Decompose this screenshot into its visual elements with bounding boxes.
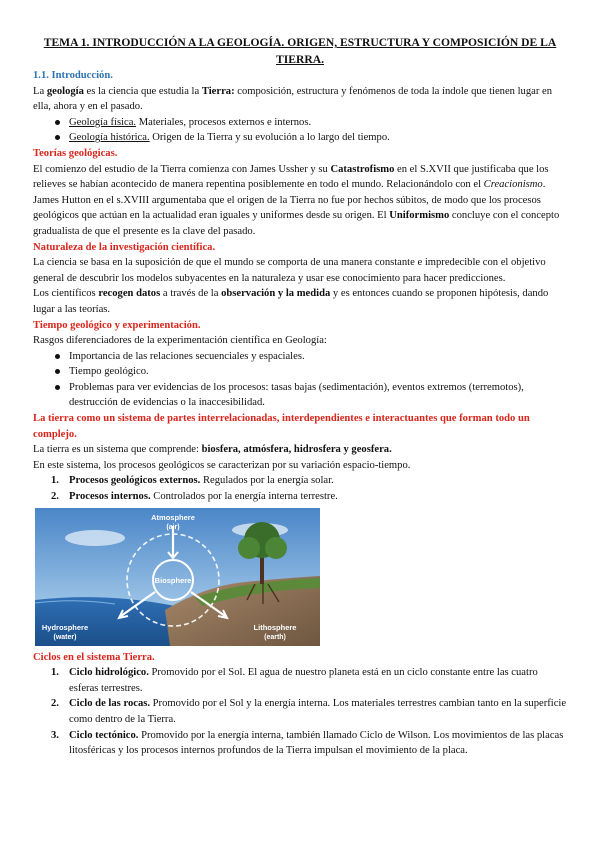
tiempo-heading: Tiempo geológico y experimentación. <box>33 319 201 331</box>
ciclos-numbered-list <box>33 665 568 759</box>
teorias-paragraph <box>33 162 568 240</box>
italic-term: Creacionismo <box>483 179 543 191</box>
underlined-term: Geología histórica. <box>69 132 150 144</box>
list-item: Problemas para ver evidencias de los procesos: tasas bajas (sedimentación), eventos extremos (terremotos), destrucción de evidencias o la inaccesibilidad. <box>33 380 568 411</box>
ciclos-heading: Ciclos en el sistema Tierra. <box>33 651 155 663</box>
text-run: La tierra es un sistema que comprende: <box>33 444 202 456</box>
text-run: y es entonces cuando se proponen hipótesis, dando lugar a las teorías. <box>33 288 549 315</box>
bold-term: biosfera, atmósfera, hidrosfera y geosfera. <box>201 444 392 456</box>
earth-spheres-figure <box>35 508 320 646</box>
list-item <box>33 696 568 727</box>
earth-spheres-illustration <box>35 508 320 646</box>
text-run: Regulados por la energía solar. <box>200 475 334 487</box>
item-number: 2. <box>51 491 59 503</box>
text-run: en el S.XVII que justificaba que los relieves se habían acontecido de manera repentina posiblemente en todo el mundo. Relacionándolo con el <box>33 163 549 191</box>
text-run: Origen de la Tierra y su evolución a lo largo del tiempo. <box>149 132 390 144</box>
text-run: Los científicos <box>33 288 99 300</box>
list-item: Tiempo geológico. <box>33 364 568 380</box>
text-run: Promovido por el Sol. El agua de nuestro planeta está en un ciclo constante entre las cuatro esferas terrestres. <box>69 667 538 694</box>
list-item <box>33 489 568 505</box>
bold-term: Uniformismo <box>389 210 450 222</box>
naturaleza-heading: Naturaleza de la investigación científica. <box>33 241 216 253</box>
bold-term: observación y la medida <box>221 288 331 300</box>
item-number: 1. <box>51 475 59 487</box>
list-item <box>33 665 568 696</box>
text-run: El comienzo del estudio de la Tierra comienza con James Ussher y su <box>33 163 331 175</box>
hydrosphere-sub-label: (water) <box>53 633 77 641</box>
item-number: 1. <box>51 667 59 679</box>
intro-paragraph <box>33 84 568 115</box>
sistema-heading: La tierra como un sistema de partes interrelacionadas, interdependientes e interactuantes que forman todo un complejo. <box>33 413 530 440</box>
text-run: Promovido por la energía interna, también llamado Ciclo de Wilson. Los movimientos de las placas litosféricas y los procesos internos profundos de la Tierra impulsan el movimiento de la placa. <box>69 729 564 757</box>
text-run: La <box>33 85 47 97</box>
list-item <box>33 728 568 759</box>
item-number: 3. <box>51 729 59 741</box>
text-run: . James Hutton en el s.XVIII argumentaba que el origen de la Tierra no fue por hechos súbitos, de modo que los procesos geológicos que actúan en la actualidad eran iguales y uniformes desde su origen. El <box>33 179 546 222</box>
lithosphere-sub-label: (earth) <box>264 633 286 641</box>
intro-bullet-list <box>33 115 568 146</box>
tree-crown <box>238 537 260 559</box>
text-run: composición, estructura y fenómenos de toda la índole que tienen lugar en ella, ahora y en el pasado. <box>33 85 553 113</box>
text-run: Materiales, procesos externos e internos. <box>136 116 312 128</box>
sistema-paragraph-1 <box>33 442 568 458</box>
page-title: TEMA 1. INTRODUCCIÓN A LA GEOLOGÍA. ORIGEN, ESTRUCTURA Y COMPOSICIÓN DE LA TIERRA. <box>43 36 557 66</box>
naturaleza-paragraph-1: La ciencia se basa en la suposición de que el mundo se comporta de una manera constante e impredecible con el objetivo general de descubrir los modelos subyacentes en la naturaleza y usar ese conocimiento para hacer predicciones. <box>33 257 546 284</box>
procesos-numbered-list <box>33 473 568 504</box>
bold-term: Procesos internos. <box>69 491 151 503</box>
hydrosphere-label: Hydrosphere <box>41 622 89 632</box>
list-item <box>33 473 568 489</box>
naturaleza-paragraph-2 <box>33 286 568 317</box>
list-item <box>33 115 568 131</box>
underlined-term: Geología física. <box>69 116 137 128</box>
list-item <box>33 130 568 146</box>
sistema-paragraph-2: En este sistema, los procesos geológicos se caracterizan por su variación espacio-tiempo. <box>33 459 411 471</box>
text-run: a través de la <box>160 288 222 300</box>
atmosphere-label: Atmosphere <box>151 512 195 522</box>
bold-term: Procesos geológicos externos. <box>69 475 201 487</box>
lithosphere-label: Lithosphere <box>253 622 297 632</box>
intro-heading: 1.1. Introducción. <box>33 70 113 81</box>
bold-term: Ciclo de las rocas. <box>69 698 151 710</box>
text-run: concluye con el concepto gradualista de que el presente es la clave del pasado. <box>33 210 560 237</box>
bold-term: Ciclo tectónico. <box>69 729 139 741</box>
atmosphere-sub-label: (air) <box>166 523 180 531</box>
tree-crown <box>265 537 287 559</box>
biosphere-label: Biosphere <box>154 575 192 585</box>
text-run: Controlados por la energía interna terrestre. <box>150 491 338 503</box>
cloud-shape <box>65 530 125 546</box>
teorias-heading: Teorías geológicas. <box>33 147 118 159</box>
item-number: 2. <box>51 698 59 710</box>
bold-term: Tierra: <box>201 85 235 97</box>
bold-term: recogen datos <box>98 288 161 300</box>
bold-term: Catastrofismo <box>330 163 395 175</box>
tiempo-bullet-list <box>33 349 568 411</box>
text-run: Promovido por el Sol y la energía interna. Los materiales terrestres cambian tanto en la superficie como dentro de la Tierra. <box>69 698 567 725</box>
bold-term: Ciclo hidrológico. <box>69 667 149 679</box>
document-body <box>33 68 568 759</box>
text-run: es la ciencia que estudia la <box>83 85 202 97</box>
bold-term: geología <box>46 85 84 97</box>
tiempo-paragraph: Rasgos diferenciadores de la experimentación científica en Geología: <box>33 335 327 347</box>
list-item: Importancia de las relaciones secuenciales y espaciales. <box>33 349 568 365</box>
